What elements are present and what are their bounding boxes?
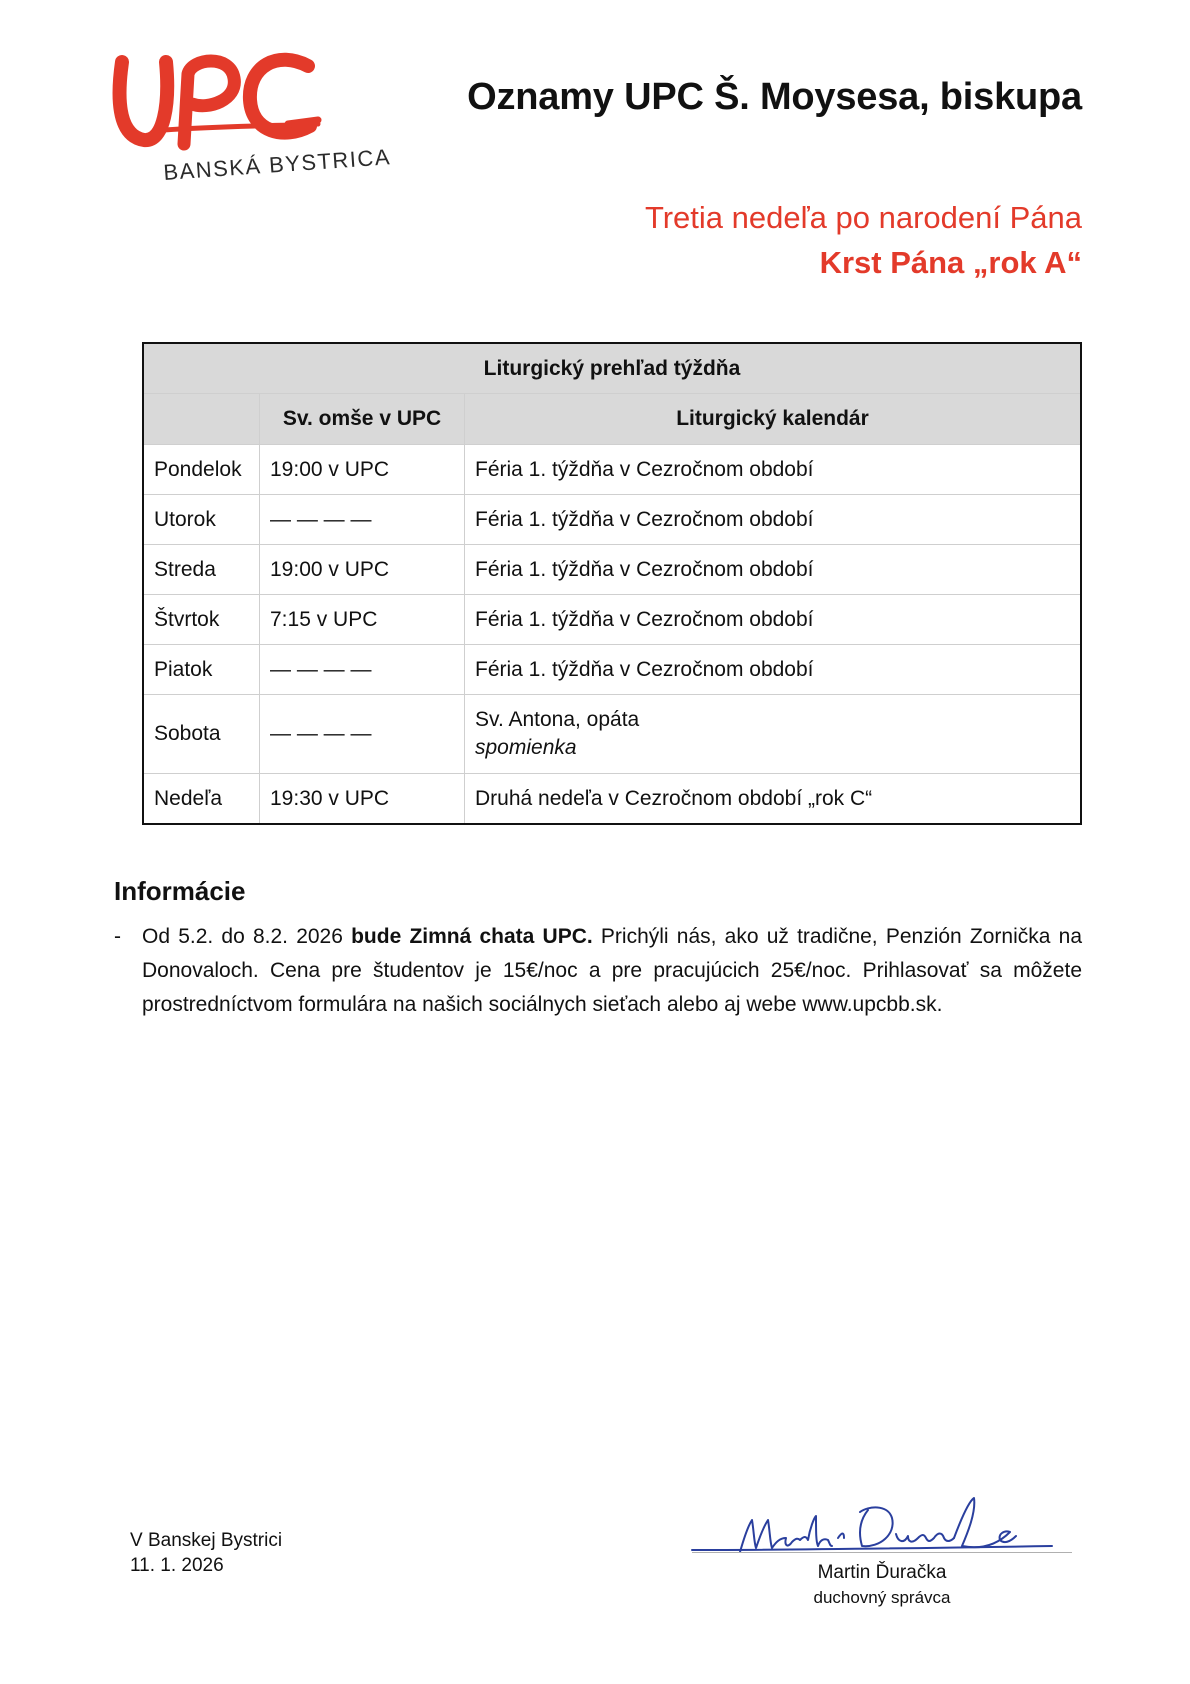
table-row [143, 495, 1081, 545]
row-mass: 19:00 v UPC [260, 545, 465, 595]
row-calendar: Féria 1. týždňa v Cezročnom období [465, 545, 1082, 595]
date: 11. 1. 2026 [130, 1555, 224, 1576]
row-calendar: Féria 1. týždňa v Cezročnom období [465, 495, 1082, 545]
table-row [143, 645, 1081, 695]
row-mass: — — — — [260, 645, 465, 695]
table-row [143, 545, 1081, 595]
handwritten-signature [692, 1492, 1072, 1564]
info-text-pre: Od 5.2. do 8.2. 2026 [142, 925, 352, 948]
logo-subtext: BANSKÁ BYSTRICA [162, 144, 392, 185]
page-title: Oznamy UPC Š. Moysesa, biskupa [467, 76, 1082, 118]
row-mass: — — — — [260, 695, 465, 774]
feast-title: Krst Pána „rok A“ [819, 245, 1082, 280]
row-calendar: Féria 1. týždňa v Cezročnom období [465, 595, 1082, 645]
signer-block [692, 1560, 1072, 1610]
info-text [142, 920, 1082, 1022]
signer-role: duchovný správca [813, 1588, 951, 1607]
table-row [143, 595, 1081, 645]
signature-line [692, 1552, 1072, 1553]
row-day: Sobota [143, 695, 260, 774]
column-header-day [143, 394, 260, 445]
row-day: Štvrtok [143, 595, 260, 645]
row-mass: — — — — [260, 495, 465, 545]
row-day: Piatok [143, 645, 260, 695]
row-mass: 7:15 v UPC [260, 595, 465, 645]
info-item [114, 920, 1082, 1022]
column-header-mass: Sv. omše v UPC [260, 394, 465, 445]
signer-name: Martin Ďuračka [817, 1562, 947, 1583]
row-day: Pondelok [143, 445, 260, 495]
table-row [143, 774, 1081, 825]
place-and-date [130, 1528, 282, 1578]
row-mass: 19:00 v UPC [260, 445, 465, 495]
liturgy-table [142, 342, 1082, 825]
row-day: Nedeľa [143, 774, 260, 825]
upc-logo [112, 44, 392, 204]
place: V Banskej Bystrici [130, 1530, 283, 1551]
row-calendar: Féria 1. týždňa v Cezročnom období [465, 445, 1082, 495]
list-dash: - [114, 925, 121, 948]
row-calendar: Féria 1. týždňa v Cezročnom období [465, 645, 1082, 695]
row-calendar: Sv. Antona, opáta [475, 708, 640, 731]
row-day: Utorok [143, 495, 260, 545]
table-row [143, 695, 1081, 774]
row-calendar-cell [465, 695, 1082, 774]
row-calendar-note: spomienka [475, 736, 577, 759]
row-day: Streda [143, 545, 260, 595]
table-row [143, 445, 1081, 495]
row-mass: 19:30 v UPC [260, 774, 465, 825]
page-subtitle: Tretia nedeľa po narodení Pána [644, 200, 1082, 235]
info-text-bold: bude Zimná chata UPC. [351, 925, 593, 948]
info-text-post: Prichýli nás, ako už tradične, Penzión Zornička na Donovaloch. Cena pre študentov je 15€/noc a pre pracujúcich 25€/noc. Prihlasovať sa môžete prostredníctvom formulára na našich sociálnych sieťach alebo aj webe www.upcbb.sk. [142, 925, 1082, 1016]
upc-logo-letters [120, 60, 318, 144]
column-header-calendar: Liturgický kalendár [465, 394, 1082, 445]
info-heading: Informácie [114, 876, 246, 906]
table-caption: Liturgický prehľad týždňa [143, 343, 1081, 394]
row-calendar: Druhá nedeľa v Cezročnom období „rok C“ [465, 774, 1082, 825]
